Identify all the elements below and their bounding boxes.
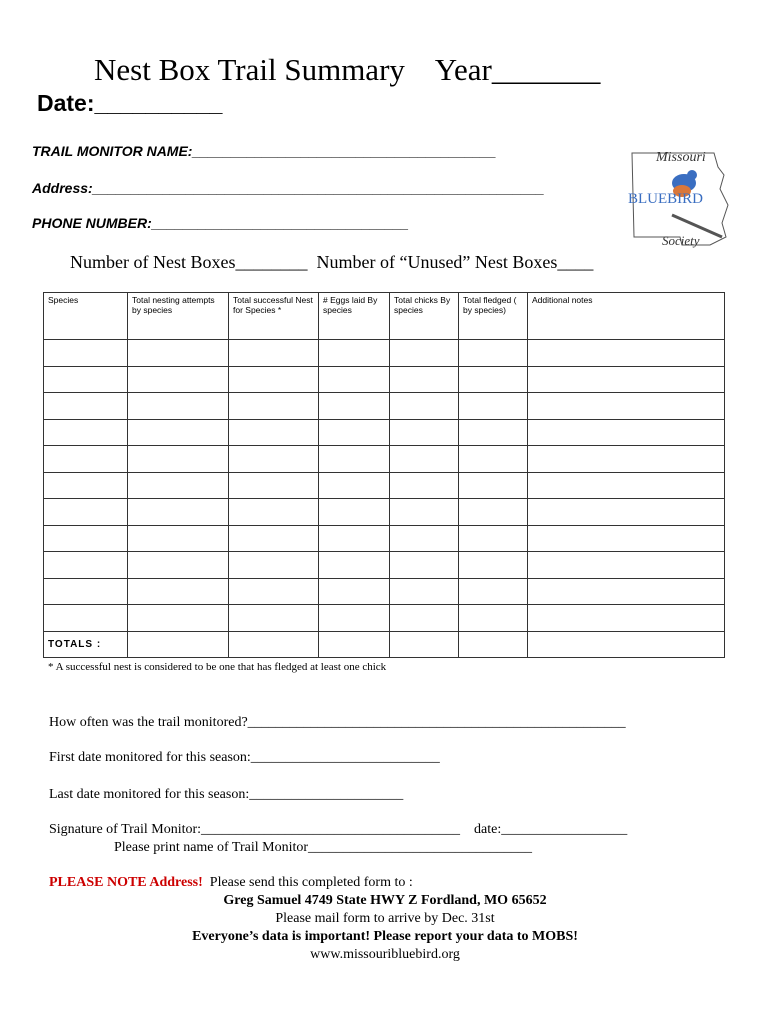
table-row [44, 393, 725, 420]
table-cell[interactable] [128, 631, 229, 657]
column-header-nesting-attempts: Total nesting attempts by species [128, 293, 229, 340]
phone-number-field[interactable]: PHONE NUMBER:_________________________________ [32, 215, 409, 231]
date-field[interactable]: Date:__________ [37, 90, 223, 116]
table-cell[interactable] [459, 631, 528, 657]
table-row [44, 472, 725, 499]
table-cell[interactable] [528, 552, 725, 579]
table-cell[interactable] [44, 446, 128, 473]
table-cell[interactable] [128, 499, 229, 526]
table-header-row [44, 293, 725, 340]
table-cell[interactable] [128, 525, 229, 552]
table-cell[interactable] [390, 552, 459, 579]
table-cell[interactable] [44, 393, 128, 420]
svg-text:Missouri: Missouri [656, 150, 706, 165]
table-cell[interactable] [459, 393, 528, 420]
table-cell[interactable] [528, 578, 725, 605]
table-cell[interactable] [459, 525, 528, 552]
nest-box-counts[interactable]: Number of Nest Boxes________ Number of “Unused” Nest Boxes____ [70, 252, 594, 272]
table-cell[interactable] [528, 525, 725, 552]
column-header-total-fledged: Total fledged ( by species) [459, 293, 528, 340]
table-cell[interactable] [459, 472, 528, 499]
nest-summary-table [43, 292, 725, 658]
table-cell[interactable] [44, 605, 128, 632]
footnote: * A successful nest is considered to be one that has fledged at least one chick [48, 661, 387, 673]
table-cell[interactable] [390, 605, 459, 632]
table-cell[interactable] [390, 393, 459, 420]
table-cell[interactable] [390, 472, 459, 499]
column-header-total-chicks: Total chicks By species [390, 293, 459, 340]
table-cell[interactable] [459, 446, 528, 473]
table-cell[interactable] [128, 605, 229, 632]
table-cell[interactable] [128, 419, 229, 446]
table-cell[interactable] [459, 605, 528, 632]
table-cell[interactable] [528, 393, 725, 420]
table-cell[interactable] [319, 472, 390, 499]
table-cell[interactable] [229, 340, 319, 367]
signature-field[interactable]: Signature of Trail Monitor:_____________________________________ date:__________________ [49, 822, 628, 837]
column-header-additional-notes: Additional notes [528, 293, 725, 340]
table-cell[interactable] [319, 340, 390, 367]
totals-label: TOTALS : [44, 631, 128, 657]
table-cell[interactable] [528, 446, 725, 473]
table-cell[interactable] [229, 605, 319, 632]
table-cell[interactable] [319, 446, 390, 473]
table-cell[interactable] [319, 578, 390, 605]
table-row [44, 446, 725, 473]
address-field[interactable]: Address:__________________________________________________________ [32, 180, 545, 196]
last-date-field[interactable]: Last date monitored for this season:______________________ [49, 787, 404, 802]
table-cell[interactable] [459, 366, 528, 393]
table-cell[interactable] [229, 419, 319, 446]
table-cell[interactable] [229, 499, 319, 526]
table-row [44, 340, 725, 367]
mail-deadline: Please mail form to arrive by Dec. 31st [275, 911, 495, 926]
table-cell[interactable] [128, 446, 229, 473]
table-row [44, 366, 725, 393]
table-cell[interactable] [319, 393, 390, 420]
table-cell[interactable] [128, 578, 229, 605]
table-cell[interactable] [390, 366, 459, 393]
form-title: Nest Box Trail Summary Year_______ [94, 52, 601, 87]
column-header-species: Species [44, 293, 128, 340]
table-row [44, 419, 725, 446]
table-cell[interactable] [390, 631, 459, 657]
table-cell[interactable] [44, 419, 128, 446]
table-cell[interactable] [44, 552, 128, 579]
table-cell[interactable] [128, 393, 229, 420]
table-cell[interactable] [229, 525, 319, 552]
table-cell[interactable] [229, 552, 319, 579]
table-cell[interactable] [44, 366, 128, 393]
table-cell[interactable] [229, 472, 319, 499]
table-cell[interactable] [319, 366, 390, 393]
website-link[interactable]: www.missouribluebird.org [310, 947, 460, 962]
table-cell[interactable] [319, 499, 390, 526]
column-header-eggs-laid: # Eggs laid By species [319, 293, 390, 340]
svg-text:BLUEBIRD: BLUEBIRD [628, 191, 703, 207]
table-cell[interactable] [319, 552, 390, 579]
table-cell[interactable] [229, 446, 319, 473]
table-cell[interactable] [528, 631, 725, 657]
table-cell[interactable] [459, 340, 528, 367]
totals-row [44, 631, 725, 657]
table-row [44, 578, 725, 605]
table-cell[interactable] [229, 631, 319, 657]
table-cell[interactable] [390, 446, 459, 473]
table-cell[interactable] [128, 552, 229, 579]
table-cell[interactable] [528, 499, 725, 526]
table-cell[interactable] [528, 419, 725, 446]
table-cell[interactable] [459, 578, 528, 605]
table-cell[interactable] [319, 419, 390, 446]
data-importance-note: Everyone’s data is important! Please report your data to MOBS! [192, 929, 578, 944]
table-row [44, 605, 725, 632]
note-warning: PLEASE NOTE Address! [49, 875, 203, 890]
table-cell[interactable] [528, 472, 725, 499]
table-cell[interactable] [229, 366, 319, 393]
table-cell[interactable] [128, 340, 229, 367]
mailing-address: Greg Samuel 4749 State HWY Z Fordland, MO 65652 [223, 893, 547, 908]
table-cell[interactable] [44, 340, 128, 367]
table-cell[interactable] [528, 366, 725, 393]
table-row [44, 499, 725, 526]
note-instruction: Please send this completed form to : [202, 875, 413, 890]
table-cell[interactable] [528, 340, 725, 367]
column-header-successful-nests: Total successful Nest for Species * [229, 293, 319, 340]
print-name-field[interactable]: Please print name of Trail Monitor________________________________ [114, 840, 533, 855]
trail-monitor-name-field[interactable]: TRAIL MONITOR NAME:_______________________________________ [32, 143, 497, 159]
missouri-bluebird-society-logo [622, 145, 732, 251]
table-cell[interactable] [390, 578, 459, 605]
monitoring-frequency-field[interactable]: How often was the trail monitored?______________________________________________________ [49, 715, 626, 730]
table-cell[interactable] [128, 366, 229, 393]
table-row [44, 552, 725, 579]
table-cell[interactable] [128, 472, 229, 499]
table-cell[interactable] [319, 525, 390, 552]
table-cell[interactable] [44, 499, 128, 526]
table-cell[interactable] [44, 578, 128, 605]
table-cell[interactable] [229, 393, 319, 420]
note-line [49, 875, 413, 891]
table-cell[interactable] [319, 605, 390, 632]
table-cell[interactable] [319, 631, 390, 657]
table-cell[interactable] [459, 419, 528, 446]
table-cell[interactable] [528, 605, 725, 632]
table-cell[interactable] [390, 499, 459, 526]
table-cell[interactable] [44, 525, 128, 552]
table-cell[interactable] [44, 472, 128, 499]
table-cell[interactable] [459, 552, 528, 579]
table-cell[interactable] [229, 578, 319, 605]
table-cell[interactable] [390, 340, 459, 367]
table-cell[interactable] [459, 499, 528, 526]
svg-text:Society: Society [662, 233, 700, 248]
first-date-field[interactable]: First date monitored for this season:___________________________ [49, 750, 440, 765]
table-row [44, 525, 725, 552]
table-cell[interactable] [390, 419, 459, 446]
table-cell[interactable] [390, 525, 459, 552]
